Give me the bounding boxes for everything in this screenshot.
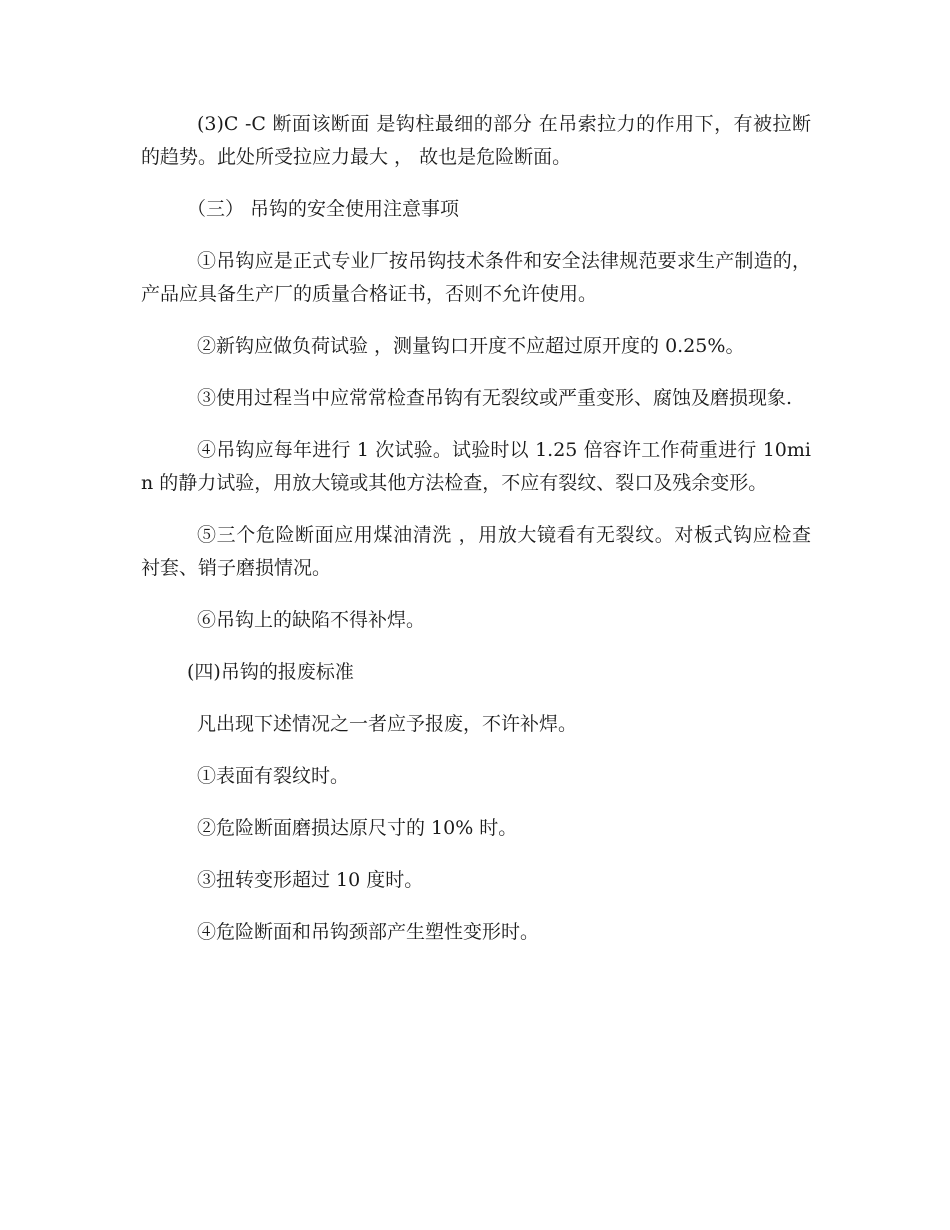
paragraph-item-5: ⑤三个危险断面应用煤油清洗 ，用放大镜看有无裂纹。对板式钩应检查衬套、销子磨损情况。 <box>141 524 811 579</box>
list-item-scrap-3: ③扭转变形超过 10 度时。 <box>197 869 424 891</box>
paragraph-item-1: ①吊钩应是正式专业厂按吊钩技术条件和安全法律规范要求生产制造的，产品应具备生产厂的质量合格证书，否则不允许使用。 <box>141 250 811 305</box>
document-body <box>141 108 811 968</box>
paragraph-item-2: ②新钩应做负荷试验 ，测量钩口开度不应超过原开度的 0.25%。 <box>197 335 745 357</box>
list-item-scrap-2: ②危险断面磨损达原尺寸的 10% 时。 <box>197 817 518 839</box>
heading-safe-use: （三） 吊钩的安全使用注意事项 <box>187 198 460 220</box>
heading-scrap-standard: (四)吊钩的报废标准 <box>187 661 354 683</box>
paragraph-item-3: ③使用过程当中应常常检查吊钩有无裂纹或严重变形、腐蚀及磨损现象. <box>197 387 793 409</box>
paragraph-item-6: ⑥吊钩上的缺陷不得补焊。 <box>197 609 426 631</box>
list-item-scrap-1: ①表面有裂纹时。 <box>197 765 350 787</box>
list-item-scrap-4: ④危险断面和吊钩颈部产生塑性变形时。 <box>197 921 540 943</box>
paragraph-cc-section: (3)C -C 断面该断面 是钩柱最细的部分 在吊索拉力的作用下，有被拉断的趋势。此处所受拉应力最大 ， 故也是危险断面。 <box>141 113 811 168</box>
paragraph-item-4: ④吊钩应每年进行 1 次试验。试验时以 1.25 倍容许工作荷重进行 10min 的静力试验，用放大镜或其他方法检查，不应有裂纹、裂口及残余变形。 <box>141 439 811 494</box>
paragraph-scrap-intro: 凡出现下述情况之一者应予报废，不许补焊。 <box>197 713 578 735</box>
